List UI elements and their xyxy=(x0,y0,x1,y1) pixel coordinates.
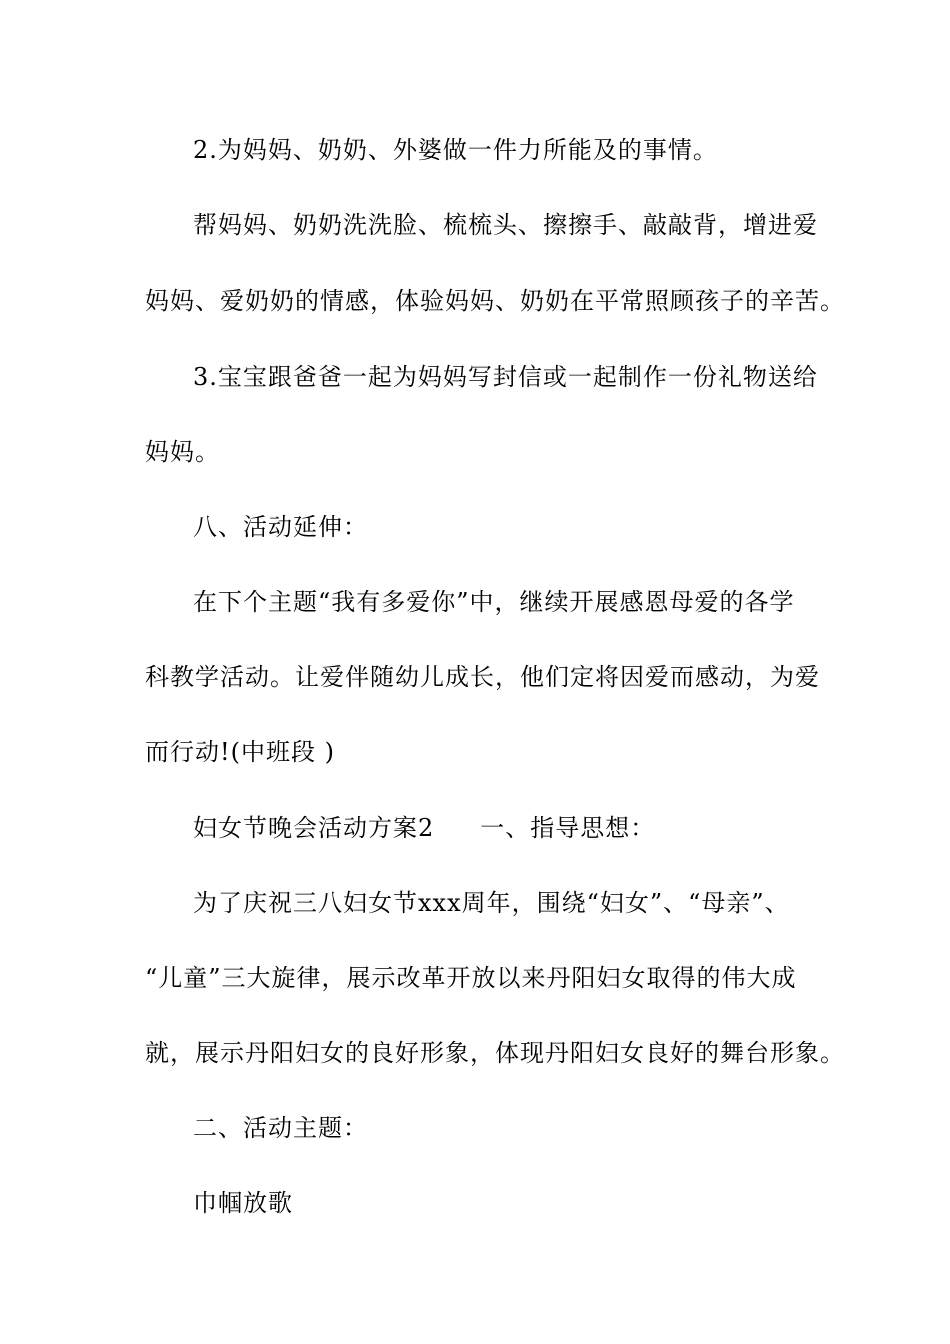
paragraph-line: “儿童”三大旋律，展示改革开放以来丹阳妇女取得的伟大成 xyxy=(145,964,797,992)
paragraph-line: 妈妈。 xyxy=(145,438,220,466)
paragraph-line: 巾帼放歌 xyxy=(193,1189,293,1217)
paragraph-line: 妈妈、爱奶奶的情感，体验妈妈、奶奶在平常照顾孩子的辛苦。 xyxy=(145,287,845,315)
document-title: 妇女节晚会活动方案2 xyxy=(193,814,435,842)
section-heading: 一、指导思想： xyxy=(480,814,656,842)
paragraph-line: 在下个主题“我有多爱你”中，继续开展感恩母爱的各学 xyxy=(193,588,795,616)
paragraph-line: 2.为妈妈、奶奶、外婆做一件力所能及的事情。 xyxy=(193,136,718,164)
section-heading: 二、活动主题： xyxy=(193,1114,368,1142)
paragraph-line: 帮妈妈、奶奶洗洗脸、梳梳头、擦擦手、敲敲背，增进爱 xyxy=(193,211,818,239)
paragraph-line: 而行动!(中班段 ) xyxy=(145,738,335,766)
document-title-line xyxy=(193,813,655,843)
paragraph-line: 3.宝宝跟爸爸一起为妈妈写封信或一起制作一份礼物送给 xyxy=(193,363,818,391)
paragraph-line: 就，展示丹阳妇女的良好形象，体现丹阳妇女良好的舞台形象。 xyxy=(145,1039,845,1067)
paragraph-line: 科教学活动。让爱伴随幼儿成长，他们定将因爱而感动，为爱 xyxy=(145,663,820,691)
section-heading: 八、活动延伸： xyxy=(193,513,368,541)
paragraph-line: 为了庆祝三八妇女节xxx周年，围绕“妇女”、“母亲”、 xyxy=(193,889,790,917)
